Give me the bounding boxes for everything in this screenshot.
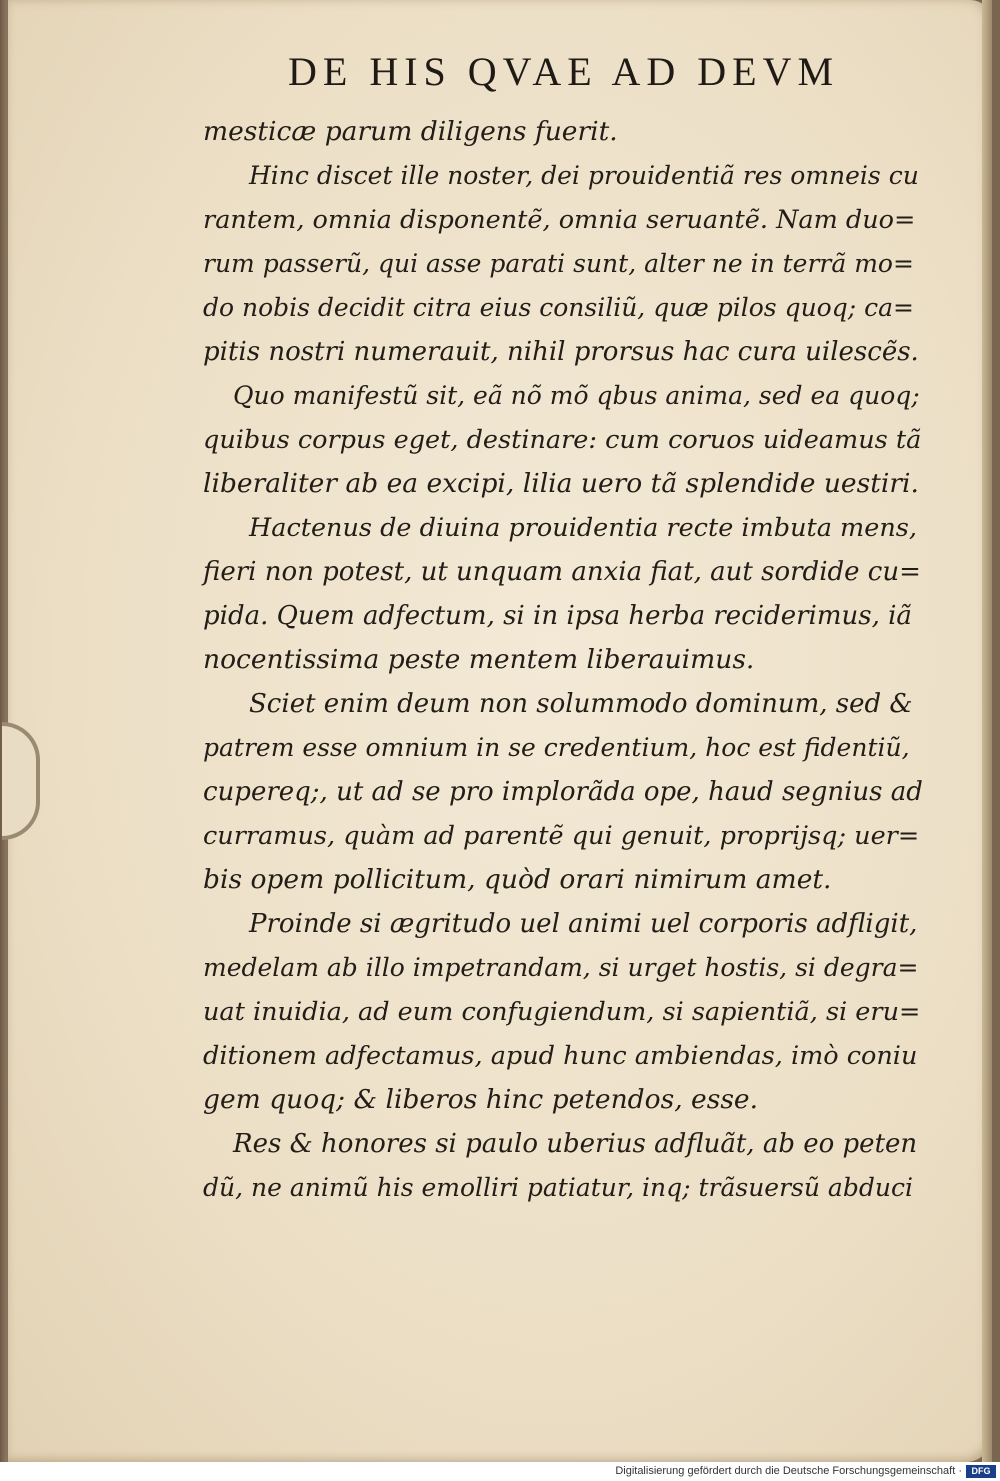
text-line: cupereq;, ut ad se pro implorãda ope, haud segnius ad: [203, 777, 923, 807]
book-page: [8, 0, 992, 1462]
text-line: patrem esse omnium in se credentium, hoc est fidentiũ,: [203, 733, 910, 762]
text-line: pitis nostri numerauit, nihil prorsus hac cura uilescẽs.: [203, 337, 919, 367]
text-line: fieri non potest, ut unquam anxia fiat, aut sordide cu=: [203, 557, 921, 587]
running-head: DE HIS QVAE AD DEVM: [288, 49, 840, 94]
digitization-credit-bar: [0, 1462, 1000, 1481]
text-line: quibus corpus eget, destinare: cum coruos uideamus tã: [203, 425, 922, 455]
text-line: bis opem pollicitum, quòd orari nimirum amet.: [203, 864, 832, 895]
digitization-credit: Digitalisierung gefördert durch die Deutsche Forschungsgemeinschaft ·: [615, 1465, 962, 1477]
body-text: [203, 110, 923, 1210]
text-line: mesticæ parum diligens fuerit.: [203, 116, 618, 147]
text-line: dũ, ne animũ his emolliri patiatur, inq; trãsuersũ abduci: [203, 1173, 913, 1202]
text-line: medelam ab illo impetrandam, si urget hostis, si degra=: [203, 953, 919, 982]
text-line: Hinc discet ille noster, dei prouidentiã res omneis cu: [249, 161, 919, 190]
text-line: gem quoq; & liberos hinc petendos, esse.: [203, 1084, 759, 1115]
text-line: nocentissima peste mentem liberauimus.: [203, 644, 755, 675]
dfg-logo: DFG: [966, 1465, 996, 1478]
text-line: pida. Quem adfectum, si in ipsa herba reciderimus, iã: [203, 601, 912, 631]
binding-clasp: [2, 722, 40, 840]
text-line: do nobis decidit citra eius consiliũ, quæ pilos quoq; ca=: [203, 293, 914, 322]
text-line: uat inuidia, ad eum confugiendum, si sapientiã, si eru=: [203, 997, 921, 1027]
text-line: liberaliter ab ea excipi, lilia uero tã splendide uestiri.: [203, 468, 919, 499]
text-line: Proinde si ægritudo uel animi uel corporis adfligit,: [249, 909, 918, 939]
text-line: curramus, quàm ad parentẽ qui genuit, proprijsq; uer=: [203, 821, 920, 851]
text-line: Hactenus de diuina prouidentia recte imbuta mens,: [249, 513, 917, 543]
text-line: Sciet enim deum non solummodo dominum, sed &: [249, 689, 913, 719]
text-line: rum passerũ, qui asse parati sunt, alter ne in terrã mo=: [203, 249, 914, 278]
text-line: ditionem adfectamus, apud hunc ambiendas, imò coniu: [203, 1041, 918, 1071]
text-line: Quo manifestũ sit, eã nõ mõ qbus anima, sed ea quoq;: [233, 381, 920, 410]
page-edge: [982, 0, 992, 1470]
text-line: rantem, omnia disponentẽ, omnia seruantẽ. Nam duo=: [203, 205, 916, 235]
text-line: Res & honores si paulo uberius adfluãt, ab eo peten: [233, 1129, 918, 1159]
